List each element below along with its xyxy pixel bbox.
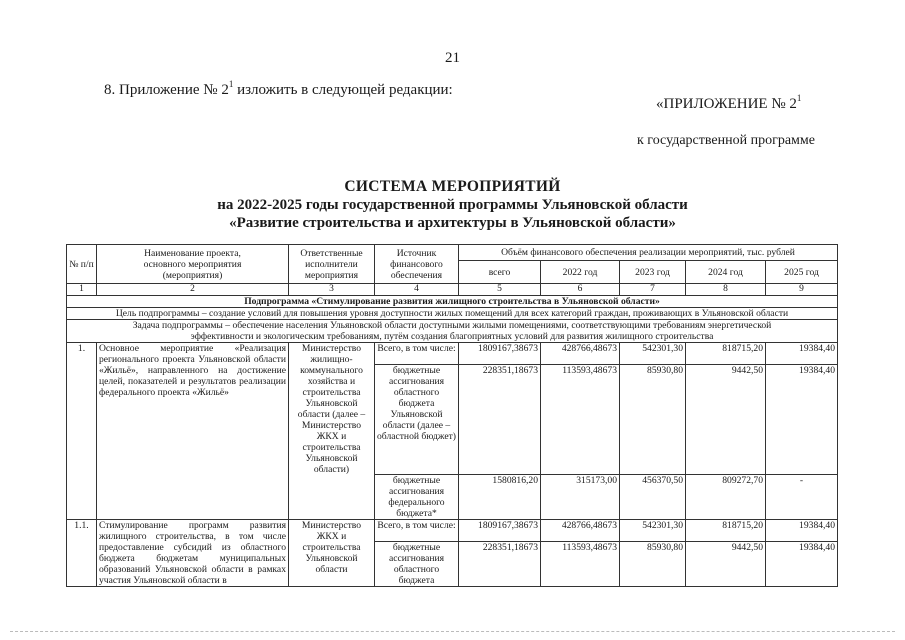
row1-source-total: Всего, в том числе: [375,343,459,365]
row2-num: 1.1. [67,520,97,587]
row2-responsible: Министерство ЖКХ и строительства Ульяновской области [289,520,375,587]
header-2024: 2024 год [686,261,766,284]
row2-source-regional: бюджетные ассигнования областного бюджета [375,542,459,587]
row1-2025: 19384,40 [766,343,838,365]
row2-regional-total: 228351,18673 [459,542,541,587]
title-line-2: на 2022-2025 годы государственной программы Ульяновской области [217,197,688,213]
row1-name: Основное мероприятие «Реализация регионального проекта Ульяновской области «Жильё», направленного на достижение целей, показателей и результатов реализации федерального проекта «Жильё» [97,343,289,520]
appendix-sup: 1 [796,93,802,103]
row1-total: 1809167,38673 [459,343,541,365]
row1-2023: 542301,30 [620,343,686,365]
intro-tail: изложить в следующей редакции: [233,82,453,98]
col-number: 3 [289,284,375,296]
header-volume: Объём финансового обеспечения реализации мероприятий, тыс. рублей [459,245,838,261]
row1-responsible: Министерство жилищно-коммунального хозяйства и строительства Ульяновской области (далее – Министерство ЖКХ и строительства Ульяновской области) [289,343,375,520]
row1-regional-total: 228351,18673 [459,365,541,475]
row2-2023: 542301,30 [620,520,686,542]
row1-regional-2024: 9442,50 [686,365,766,475]
header-2025: 2025 год [766,261,838,284]
col-number: 1 [67,284,97,296]
header-2022: 2022 год [541,261,620,284]
intro-text: 8. Приложение № 2 [104,82,229,98]
row1-regional-2022: 113593,48673 [541,365,620,475]
page-number: 21 [445,50,460,66]
row1-federal-2023: 456370,50 [620,475,686,520]
row2-source-total: Всего, в том числе: [375,520,459,542]
intro-sentence [104,79,453,99]
row1-2022: 428766,48673 [541,343,620,365]
col-number: 5 [459,284,541,296]
row1-federal-2022: 315173,00 [541,475,620,520]
col-number: 2 [97,284,289,296]
col-number: 6 [541,284,620,296]
subprogram-row: Подпрограмма «Стимулирование развития жилищного строительства в Ульяновской области» [67,296,838,308]
appendix-text: «ПРИЛОЖЕНИЕ № 2 [656,96,797,112]
row1-regional-2025: 19384,40 [766,365,838,475]
appendix-heading [656,93,802,113]
row1-federal-total: 1580816,20 [459,475,541,520]
header-source: Источник финансового обеспечения [375,245,459,284]
task-row: Задача подпрограммы – обеспечение населения Ульяновской области доступными жилыми помещениями, соответствующими требованиям энергетической эффективности и экологическим требованиям, путём создания благоприятных условий для развития жилищного строительства [67,320,838,343]
measures-table [66,244,838,587]
row1-2024: 818715,20 [686,343,766,365]
intro-sup: 1 [228,79,234,89]
header-num: № п/п [67,245,97,284]
appendix-subtitle: к государственной программе [637,133,815,148]
row1-federal-2025: - [766,475,838,520]
title-line-1: СИСТЕМА МЕРОПРИЯТИЙ [344,178,561,195]
scan-edge-divider [10,631,895,632]
row1-source-federal: бюджетные ассигнования федерального бюджета* [375,475,459,520]
row2-2025: 19384,40 [766,520,838,542]
row2-regional-2023: 85930,80 [620,542,686,587]
row2-2022: 428766,48673 [541,520,620,542]
header-responsible: Ответственные исполнители мероприятия [289,245,375,284]
row2-2024: 818715,20 [686,520,766,542]
header-name: Наименование проекта, основного мероприятия (мероприятия) [97,245,289,284]
row2-regional-2025: 19384,40 [766,542,838,587]
document-title [0,178,905,232]
goal-row: Цель подпрограммы – создание условий для повышения уровня доступности жилых помещений для всех категорий граждан, проживающих в Ульяновской области [67,308,838,320]
col-number: 9 [766,284,838,296]
row2-regional-2022: 113593,48673 [541,542,620,587]
row1-regional-2023: 85930,80 [620,365,686,475]
row1-federal-2024: 809272,70 [686,475,766,520]
row2-total: 1809167,38673 [459,520,541,542]
row1-num: 1. [67,343,97,520]
header-total: всего [459,261,541,284]
header-2023: 2023 год [620,261,686,284]
row2-name: Стимулирование программ развития жилищного строительства, в том числе предоставление субсидий из областного бюджета бюджетам муниципальных образований Ульяновской области в рамках участия Ульяновской области в [97,520,289,587]
col-number: 7 [620,284,686,296]
title-line-3: «Развитие строительства и архитектуры в Ульяновской области» [229,215,676,231]
col-number: 4 [375,284,459,296]
row2-regional-2024: 9442,50 [686,542,766,587]
row1-source-regional: бюджетные ассигнования областного бюджета Ульяновской области (далее – областной бюджет) [375,365,459,475]
col-number: 8 [686,284,766,296]
